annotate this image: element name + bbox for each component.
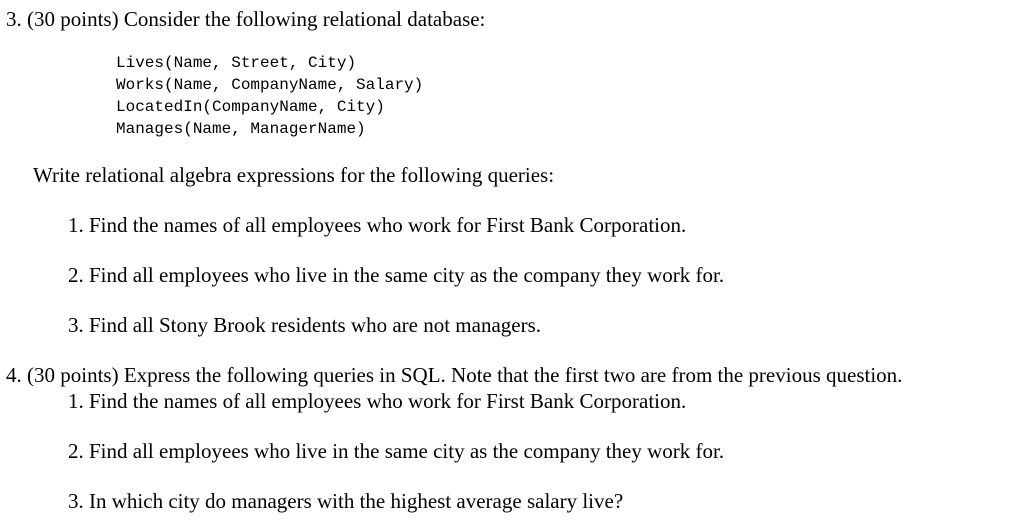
schema-line-lives: Lives(Name, Street, City) [116,54,357,72]
schema-line-manages: Manages(Name, ManagerName) [116,120,366,138]
schema-line-locatedin: LocatedIn(CompanyName, City) [116,98,385,116]
schema-block [116,52,423,140]
q4-item-3: 3. In which city do managers with the highest average salary live? [68,489,624,513]
q3-instruction: Write relational algebra expressions for the following queries: [33,163,555,187]
schema-line-works: Works(Name, CompanyName, Salary) [116,76,424,94]
q3-item-3: 3. Find all Stony Brook residents who are not managers. [68,313,542,337]
q3-item-2: 2. Find all employees who live in the same city as the company they work for. [68,263,725,287]
q4-item-1: 1. Find the names of all employees who work for First Bank Corporation. [68,389,687,413]
q4-heading: 4. (30 points) Express the following queries in SQL. Note that the first two are from the previous question. [6,363,903,387]
q4-item-2: 2. Find all employees who live in the same city as the company they work for. [68,439,725,463]
q3-heading: 3. (30 points) Consider the following relational database: [6,7,486,31]
q3-item-1: 1. Find the names of all employees who work for First Bank Corporation. [68,213,687,237]
